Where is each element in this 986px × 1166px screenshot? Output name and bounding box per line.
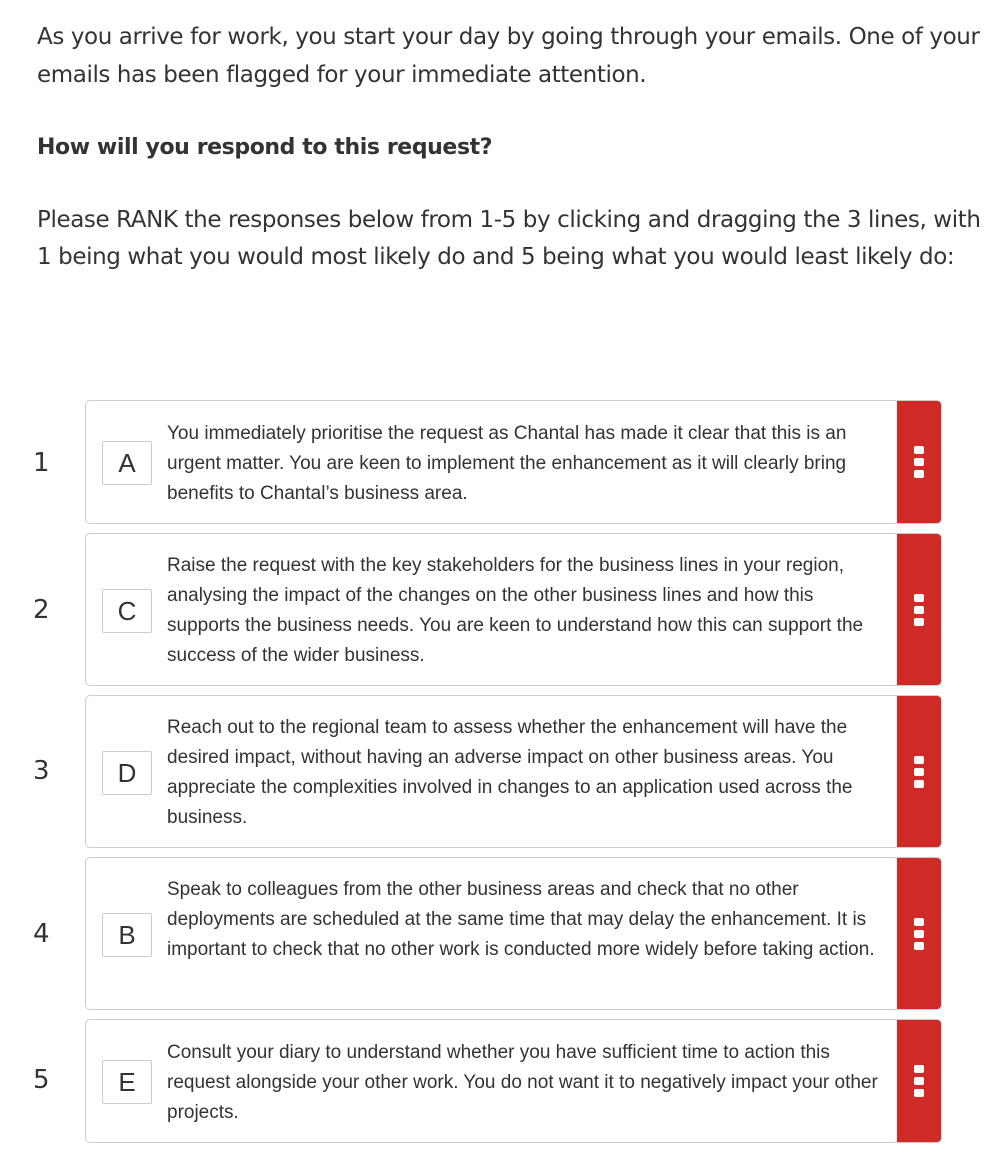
response-card-d[interactable] [85,695,942,848]
question-heading: How will you respond to this request? [37,135,493,160]
rank-number: 3 [33,756,50,786]
drag-handle-icon [914,1065,924,1097]
response-card-c[interactable] [85,533,942,686]
response-letter: C [102,589,152,633]
rank-number: 5 [33,1065,50,1095]
drag-handle-icon [914,594,924,626]
response-card-a[interactable] [85,400,942,524]
drag-handle[interactable] [897,696,941,847]
drag-handle-icon [914,446,924,478]
drag-handle-icon [914,756,924,788]
response-text: Speak to colleagues from the other business areas and check that no other deployments are scheduled at the same time that may delay the enhancement. It is important to check that no other work is conducted more widely before taking action. [167,879,875,960]
response-letter: D [102,751,152,795]
drag-handle[interactable] [897,401,941,523]
rank-number: 2 [33,595,50,625]
response-text: You immediately prioritise the request as Chantal has made it clear that this is an urgent matter. You are keen to implement the enhancement as it will clearly bring benefits to Chantal’s business area. [167,423,847,504]
drag-handle[interactable] [897,534,941,685]
ranking-instructions: Please RANK the responses below from 1-5 by clicking and dragging the 3 lines, with 1 being what you would most likely do and 5 being what you would least likely do: [37,207,981,270]
response-text: Reach out to the regional team to assess whether the enhancement will have the desired impact, without having an adverse impact on other business areas. You appreciate the complexities involved in changes to an application used across the business. [167,717,853,828]
response-letter: E [102,1060,152,1104]
response-text: Consult your diary to understand whether you have sufficient time to action this request alongside your other work. You do not want it to negatively impact your other projects. [167,1042,878,1123]
rank-number: 4 [33,919,50,949]
response-text: Raise the request with the key stakeholders for the business lines in your region, analysing the impact of the changes on the other business lines and how this supports the business needs. You are keen to understand how this can support the success of the wider business. [167,555,864,666]
drag-handle-icon [914,918,924,950]
response-card-e[interactable] [85,1019,942,1143]
rank-number: 1 [33,448,50,478]
drag-handle[interactable] [897,1020,941,1142]
response-card-b[interactable] [85,857,942,1010]
response-letter: A [102,441,152,485]
drag-handle[interactable] [897,858,941,1009]
intro-text: As you arrive for work, you start your day by going through your emails. One of your emails has been flagged for your immediate attention. [37,24,980,88]
response-letter: B [102,913,152,957]
